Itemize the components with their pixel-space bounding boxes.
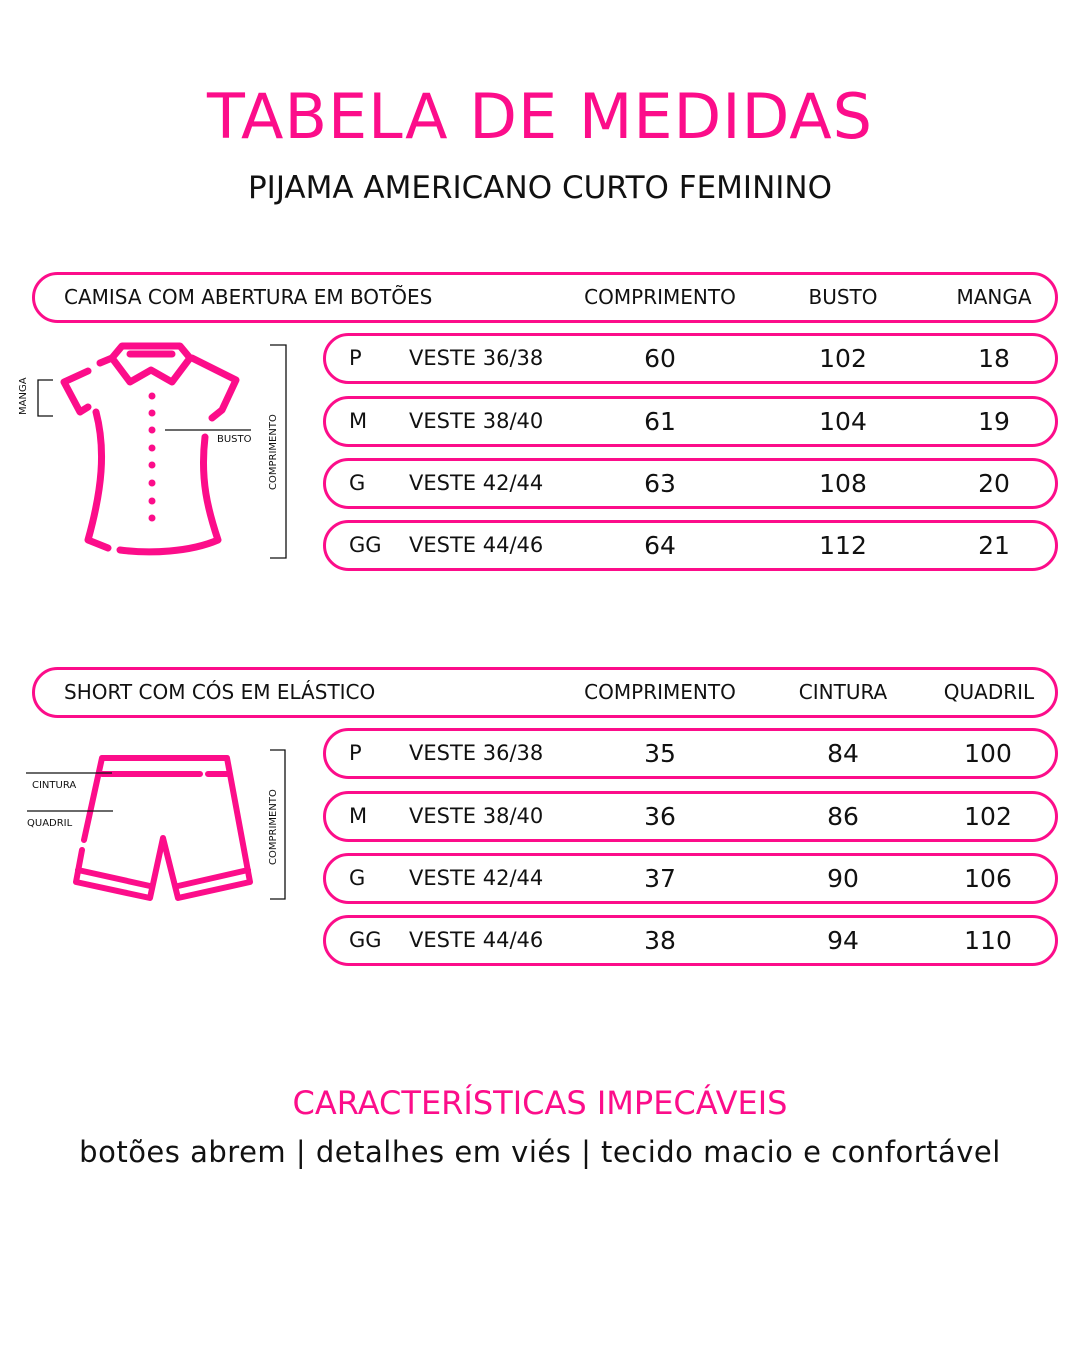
table-row	[323, 915, 1058, 966]
value-comprimento: 38	[644, 926, 676, 955]
table-row	[323, 520, 1058, 571]
fit-label: VESTE 38/40	[409, 804, 544, 828]
label-cintura: CINTURA	[32, 780, 77, 791]
label-comprimento-shirt: COMPRIMENTO	[268, 414, 279, 490]
value-comprimento: 64	[644, 531, 676, 560]
value-col3: 19	[978, 407, 1010, 436]
features-title: CARACTERÍSTICAS IMPECÁVEIS	[292, 1084, 788, 1122]
features-text: botões abrem | detalhes em viés | tecido macio e confortável	[79, 1135, 1001, 1169]
table-row	[323, 728, 1058, 779]
value-comprimento: 37	[644, 864, 676, 893]
fit-label: VESTE 36/38	[409, 346, 544, 370]
value-comprimento: 61	[644, 407, 676, 436]
fit-label: VESTE 42/44	[409, 471, 544, 495]
value-comprimento: 63	[644, 469, 676, 498]
value-col3: 18	[978, 344, 1010, 373]
button-dots	[149, 393, 156, 522]
shirt-header-name: CAMISA COM ABERTURA EM BOTÕES	[64, 285, 433, 309]
page-title: TABELA DE MEDIDAS	[206, 80, 873, 153]
value-col3: 110	[964, 926, 1012, 955]
size-label: P	[349, 741, 362, 765]
table-row	[323, 853, 1058, 904]
fit-label: VESTE 44/46	[409, 928, 544, 952]
value-col2: 104	[819, 407, 867, 436]
value-col3: 100	[964, 739, 1012, 768]
page-subtitle: PIJAMA AMERICANO CURTO FEMININO	[247, 170, 832, 206]
label-manga: MANGA	[18, 377, 29, 415]
value-col3: 106	[964, 864, 1012, 893]
size-label: M	[349, 804, 368, 828]
table-row	[323, 458, 1058, 509]
label-quadril: QUADRIL	[27, 818, 73, 829]
value-col2: 90	[827, 864, 859, 893]
fit-label: VESTE 44/46	[409, 533, 544, 557]
label-busto: BUSTO	[217, 434, 252, 445]
shirt-diagram	[0, 330, 300, 570]
col-manga: MANGA	[956, 285, 1032, 309]
size-label: GG	[349, 533, 382, 557]
label-comprimento-short: COMPRIMENTO	[268, 789, 279, 865]
size-label: P	[349, 346, 362, 370]
value-col3: 102	[964, 802, 1012, 831]
value-comprimento: 60	[644, 344, 676, 373]
size-label: GG	[349, 928, 382, 952]
fit-label: VESTE 42/44	[409, 866, 544, 890]
value-comprimento: 36	[644, 802, 676, 831]
col-quadril: QUADRIL	[943, 680, 1035, 704]
size-label: G	[349, 866, 366, 890]
short-table-header	[32, 667, 1058, 718]
table-row	[323, 333, 1058, 384]
shirt-table-header	[32, 272, 1058, 323]
short-header-name: SHORT COM CÓS EM ELÁSTICO	[64, 680, 376, 704]
value-col3: 21	[978, 531, 1010, 560]
value-col3: 20	[978, 469, 1010, 498]
value-col2: 84	[827, 739, 859, 768]
value-col2: 112	[819, 531, 867, 560]
fit-label: VESTE 38/40	[409, 409, 544, 433]
col-busto: BUSTO	[808, 285, 878, 309]
value-col2: 102	[819, 344, 867, 373]
size-label: G	[349, 471, 366, 495]
value-col2: 108	[819, 469, 867, 498]
value-comprimento: 35	[644, 739, 676, 768]
col-comprimento: COMPRIMENTO	[584, 285, 736, 309]
value-col2: 94	[827, 926, 859, 955]
size-label: M	[349, 409, 368, 433]
table-row	[323, 396, 1058, 447]
fit-label: VESTE 36/38	[409, 741, 544, 765]
table-row	[323, 791, 1058, 842]
col-cintura: CINTURA	[798, 680, 888, 704]
col-comprimento: COMPRIMENTO	[584, 680, 736, 704]
value-col2: 86	[827, 802, 859, 831]
